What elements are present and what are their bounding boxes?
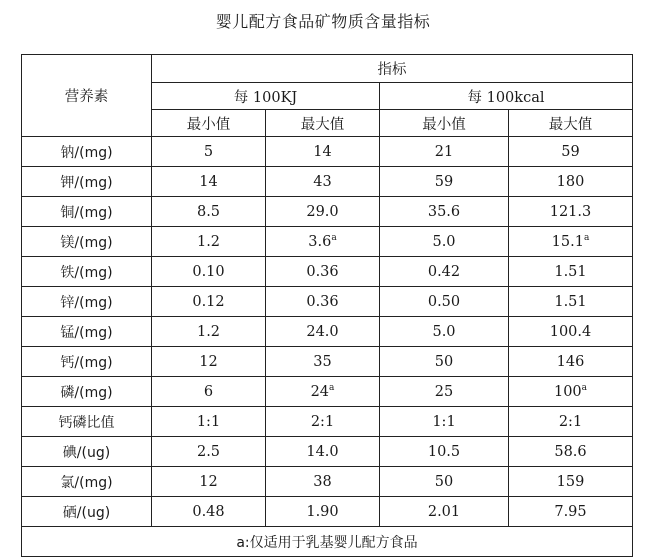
- kcal-min-value: 0.50: [427, 293, 461, 310]
- kcal-min-value: 59: [434, 173, 454, 190]
- footnote-marker: a: [329, 382, 335, 393]
- kj-min-value: 5: [203, 143, 214, 160]
- document-title: 婴儿配方食品矿物质含量指标: [215, 12, 431, 31]
- nutrient-name-cell: [22, 167, 152, 197]
- kcal-min-value-cell: [380, 137, 509, 167]
- kcal-max-value: 100: [553, 383, 582, 400]
- nutrient-name: 镁/(mg): [60, 234, 113, 251]
- nutrient-name: 钠/(mg): [60, 144, 113, 161]
- table-row: [22, 437, 633, 467]
- table-row: [22, 257, 633, 287]
- kj-max-value-cell: [266, 437, 380, 467]
- kj-min-value: 0.48: [192, 503, 225, 520]
- kcal-max-value-cell: [509, 377, 633, 407]
- kcal-min-value: 50: [434, 353, 454, 370]
- table-row: [22, 407, 633, 437]
- kcal-max-value-cell: [509, 227, 633, 257]
- kcal-min-value: 50: [434, 473, 454, 490]
- kj-max-value-cell: [266, 467, 380, 497]
- kcal-max-value-cell: [509, 317, 633, 347]
- kcal-min-value-cell: [380, 287, 509, 317]
- nutrient-name: 铁/(mg): [60, 264, 113, 281]
- kcal-max-value: 7.95: [554, 503, 587, 520]
- table-row: [22, 497, 633, 527]
- kcal-max-value-cell: [509, 437, 633, 467]
- kj-max-value-cell: [266, 287, 380, 317]
- kj-max-value: 2:1: [310, 413, 335, 430]
- nutrient-name-cell: [22, 467, 152, 497]
- footnote-marker: a: [581, 382, 588, 393]
- kcal-max-value-cell: [509, 287, 633, 317]
- kcal-min-value: 0.42: [427, 263, 461, 280]
- table-row: [22, 467, 633, 497]
- kj-max-value: 24: [310, 383, 330, 400]
- kcal-max-value: 146: [556, 353, 585, 370]
- kj-max-value: 14: [313, 143, 332, 160]
- kcal-max-value-cell: [509, 257, 633, 287]
- footnote-marker: a: [583, 232, 590, 243]
- kcal-min-value-cell: [380, 317, 509, 347]
- kcal-max-value-cell: [509, 347, 633, 377]
- kcal-min-value: 2.01: [427, 503, 461, 520]
- nutrient-name: 磷/(mg): [60, 384, 113, 401]
- kcal-min-value: 1:1: [432, 413, 456, 430]
- kcal-min-value: 25: [434, 383, 454, 400]
- kcal-min-value-cell: [380, 437, 509, 467]
- nutrient-name-cell: [22, 407, 152, 437]
- kj-min-value: 14: [199, 173, 218, 190]
- kj-min-value: 8.5: [196, 203, 221, 220]
- nutrient-name: 铜/(mg): [60, 204, 113, 221]
- nutrient-name-cell: [22, 377, 152, 407]
- kcal-max-value: 1.51: [554, 263, 587, 280]
- kcal-min-header: 最小值: [380, 110, 509, 137]
- table-row: [22, 317, 633, 347]
- nutrient-name-cell: [22, 287, 152, 317]
- table-row: [22, 167, 633, 197]
- nutrient-name-cell: [22, 227, 152, 257]
- kj-max-value: 29.0: [306, 203, 339, 220]
- kj-min-value-cell: [152, 197, 266, 227]
- nutrient-header: 营养素: [22, 55, 152, 137]
- kj-max-value: 14.0: [306, 443, 339, 460]
- kj-max-value: 0.36: [306, 293, 339, 310]
- kj-min-value-cell: [152, 497, 266, 527]
- nutrient-name: 锌/(mg): [60, 294, 113, 311]
- kj-max-value: 3.6: [308, 233, 332, 250]
- kj-max-value-cell: [266, 377, 380, 407]
- kcal-max-value-cell: [509, 197, 633, 227]
- table-row: [22, 227, 633, 257]
- kj-min-header: 最小值: [152, 110, 266, 137]
- kj-max-value: 1.90: [306, 503, 339, 520]
- kcal-max-value: 2:1: [558, 413, 583, 430]
- kj-max-value-cell: [266, 407, 380, 437]
- kj-max-value-cell: [266, 497, 380, 527]
- kj-max-value-cell: [266, 137, 380, 167]
- table-row: [22, 377, 633, 407]
- kcal-max-header: 最大值: [509, 110, 633, 137]
- kj-min-value: 0.10: [192, 263, 225, 280]
- kcal-max-value-cell: [509, 137, 633, 167]
- kj-min-value-cell: [152, 347, 266, 377]
- nutrient-name-cell: [22, 347, 152, 377]
- kj-max-value: 24.0: [306, 323, 339, 340]
- kcal-min-value-cell: [380, 347, 509, 377]
- kcal-min-value-cell: [380, 467, 509, 497]
- kcal-min-value: 21: [434, 143, 454, 160]
- nutrient-name: 钾/(mg): [60, 174, 113, 191]
- kj-max-value-cell: [266, 197, 380, 227]
- table-row: [22, 287, 633, 317]
- kj-min-value-cell: [152, 467, 266, 497]
- kj-max-value: 0.36: [306, 263, 339, 280]
- kcal-max-value: 100.4: [549, 323, 592, 340]
- kcal-max-value-cell: [509, 407, 633, 437]
- kcal-max-value: 1.51: [554, 293, 587, 310]
- kj-min-value: 12: [199, 353, 218, 370]
- nutrient-name: 氯/(mg): [60, 474, 113, 491]
- kj-max-value: 35: [313, 353, 332, 370]
- kj-min-value: 6: [203, 383, 214, 400]
- nutrient-name: 锰/(mg): [60, 324, 113, 341]
- kcal-max-value-cell: [509, 467, 633, 497]
- nutrient-name-cell: [22, 137, 152, 167]
- kj-max-value-cell: [266, 167, 380, 197]
- kcal-max-value: 58.6: [554, 443, 587, 460]
- kcal-min-value: 5.0: [432, 233, 456, 250]
- kcal-min-value-cell: [380, 197, 509, 227]
- indicator-header: 指标: [152, 55, 633, 83]
- table-row: [22, 197, 633, 227]
- table-body: [22, 137, 633, 527]
- kcal-min-value: 35.6: [427, 203, 461, 220]
- kcal-min-value-cell: [380, 257, 509, 287]
- kj-max-value-cell: [266, 257, 380, 287]
- kj-min-value: 1:1: [196, 413, 221, 430]
- kj-max-value: 43: [313, 173, 332, 190]
- kcal-min-value-cell: [380, 227, 509, 257]
- kcal-min-value-cell: [380, 407, 509, 437]
- footnote: a:仅适用于乳基婴儿配方食品: [22, 527, 633, 557]
- mineral-table: [21, 54, 633, 557]
- kj-min-value: 0.12: [192, 293, 225, 310]
- kj-min-value-cell: [152, 377, 266, 407]
- kj-min-value-cell: [152, 167, 266, 197]
- per-100kj-header: 每 100KJ: [152, 83, 380, 110]
- kcal-max-value-cell: [509, 497, 633, 527]
- kcal-min-value: 10.5: [427, 443, 461, 460]
- kcal-max-value: 159: [556, 473, 585, 490]
- nutrient-name-cell: [22, 317, 152, 347]
- kj-min-value: 12: [199, 473, 218, 490]
- kcal-max-value: 180: [556, 173, 585, 190]
- kj-min-value-cell: [152, 317, 266, 347]
- nutrient-name-cell: [22, 497, 152, 527]
- kcal-min-value-cell: [380, 377, 509, 407]
- kcal-max-value-cell: [509, 167, 633, 197]
- kj-min-value-cell: [152, 257, 266, 287]
- kcal-max-value: 15.1: [551, 233, 584, 250]
- kj-min-value-cell: [152, 227, 266, 257]
- per-100kcal-header: 每 100kcal: [380, 83, 633, 110]
- kj-max-value-cell: [266, 317, 380, 347]
- kj-min-value: 2.5: [196, 443, 221, 460]
- kj-min-value-cell: [152, 137, 266, 167]
- table-row: [22, 137, 633, 167]
- table-row: [22, 347, 633, 377]
- nutrient-name-cell: [22, 437, 152, 467]
- kcal-min-value-cell: [380, 167, 509, 197]
- kj-max-value: 38: [313, 473, 332, 490]
- kj-min-value-cell: [152, 407, 266, 437]
- kj-min-value-cell: [152, 437, 266, 467]
- kcal-min-value-cell: [380, 497, 509, 527]
- nutrient-name: 钙磷比值: [58, 414, 115, 431]
- kcal-max-value: 121.3: [549, 203, 592, 220]
- kj-max-value-cell: [266, 347, 380, 377]
- nutrient-name-cell: [22, 197, 152, 227]
- kj-max-value-cell: [266, 227, 380, 257]
- kcal-min-value: 5.0: [432, 323, 456, 340]
- kj-min-value-cell: [152, 287, 266, 317]
- nutrient-name: 钙/(mg): [60, 354, 113, 371]
- kj-max-header: 最大值: [266, 110, 380, 137]
- footnote-marker: a: [331, 232, 337, 243]
- nutrient-name: 硒/(ug): [62, 504, 111, 521]
- nutrient-name: 碘/(ug): [62, 444, 111, 461]
- kj-min-value: 1.2: [196, 233, 221, 250]
- kcal-max-value: 59: [561, 143, 580, 160]
- nutrient-name-cell: [22, 257, 152, 287]
- kj-min-value: 1.2: [196, 323, 221, 340]
